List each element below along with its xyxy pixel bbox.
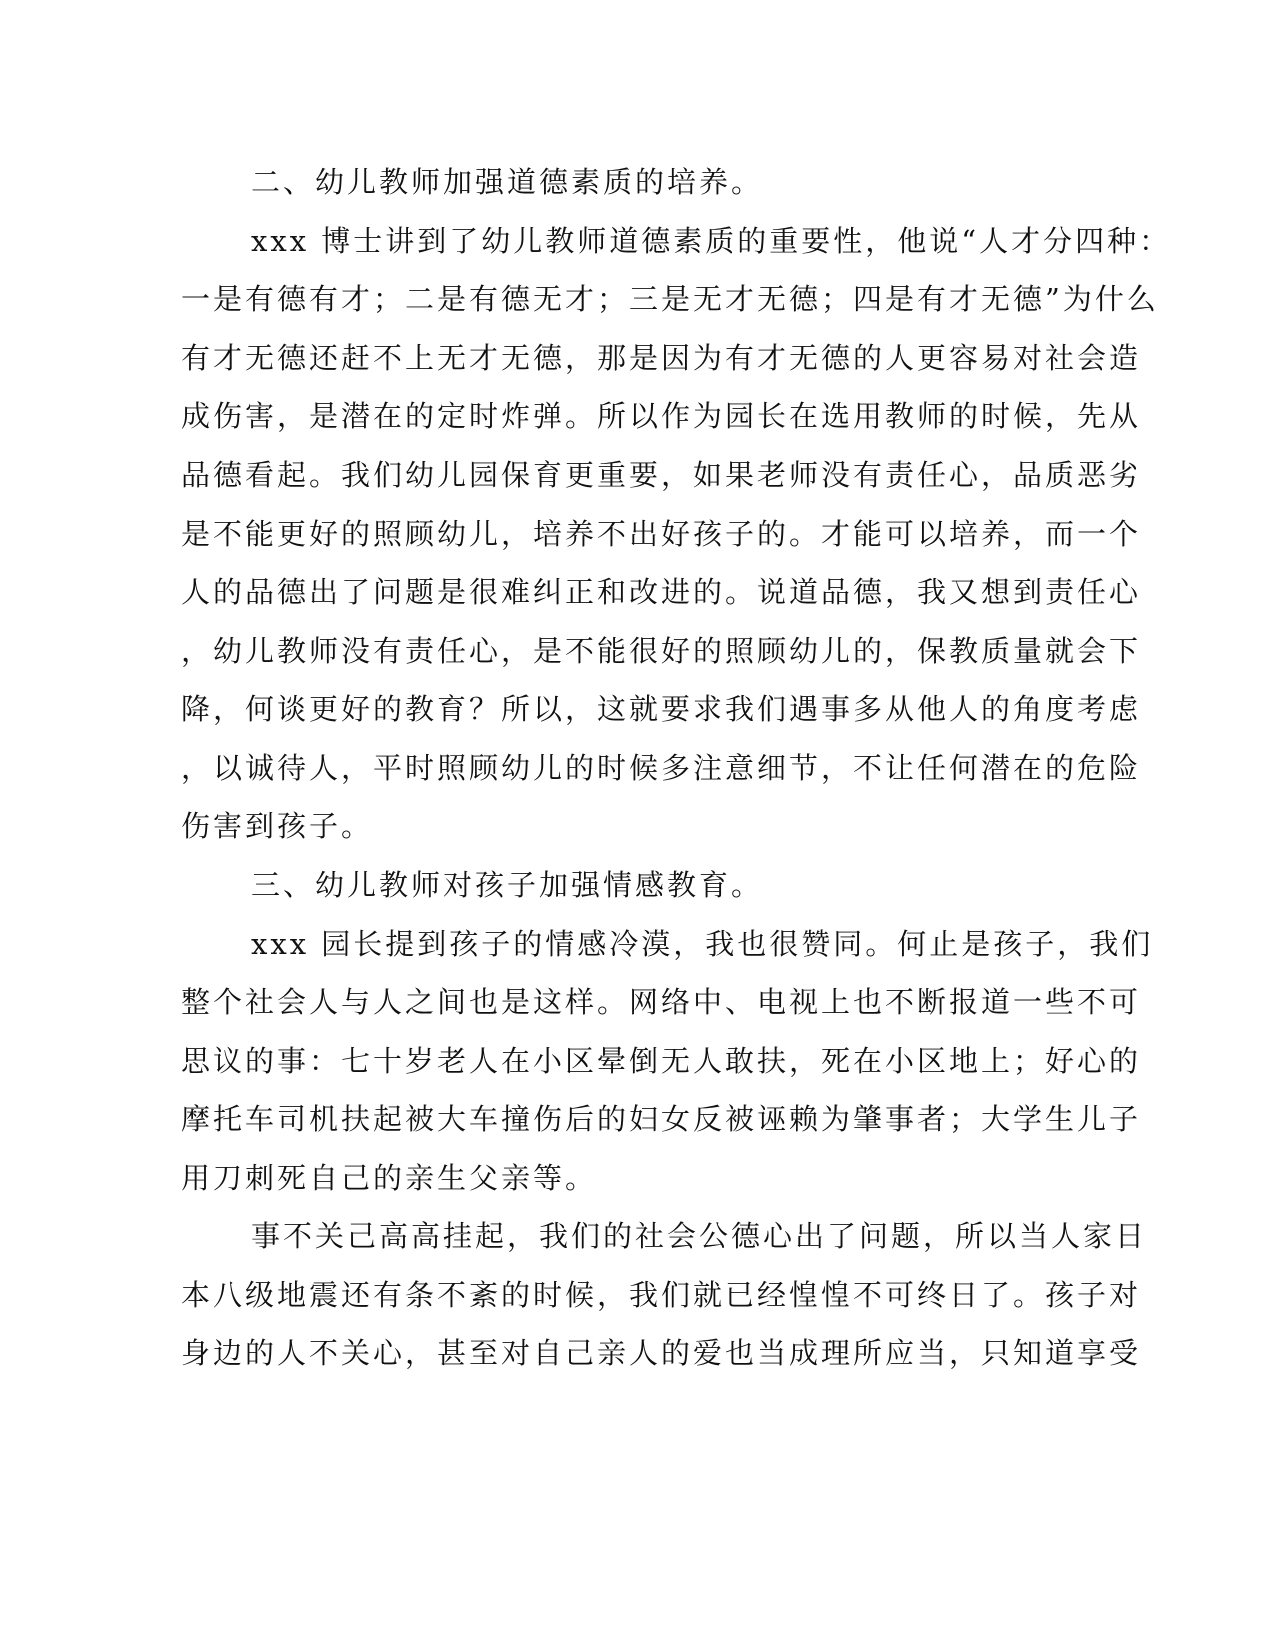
paragraph-line: 品德看起。我们幼儿园保育更重要，如果老师没有责任心，品质恶劣 — [181, 458, 1142, 492]
paragraph-line: 成伤害，是潜在的定时炸弹。所以作为园长在选用教师的时候，先从 — [181, 399, 1142, 433]
paragraph-line: xxx 园长提到孩子的情感冷漠，我也很赞同。何止是孩子，我们 — [251, 927, 1154, 961]
paragraph-line: ，幼儿教师没有责任心，是不能很好的照顾幼儿的，保教质量就会下 — [181, 634, 1142, 668]
heading-section-two: 二、幼儿教师加强道德素质的培养。 — [251, 165, 764, 199]
paragraph-line: 思议的事：七十岁老人在小区晕倒无人敢扶，死在小区地上；好心的 — [181, 1044, 1142, 1078]
paragraph-line: 一是有德有才；二是有德无才；三是无才无德；四是有才无德”为什么 — [181, 282, 1159, 316]
paragraph-line: 摩托车司机扶起被大车撞伤后的妇女反被诬赖为肇事者；大学生儿子 — [181, 1102, 1142, 1136]
paragraph-line: xxx 博士讲到了幼儿教师道德素质的重要性，他说“人才分四种： — [251, 224, 1172, 258]
paragraph-line: 有才无德还赶不上无才无德，那是因为有才无德的人更容易对社会造 — [181, 341, 1142, 375]
paragraph-line: 人的品德出了问题是很难纠正和改进的。说道品德，我又想到责任心 — [181, 575, 1142, 609]
paragraph-line: 降，何谈更好的教育？所以，这就要求我们遇事多从他人的角度考虑 — [181, 692, 1142, 726]
paragraph-line: 伤害到孩子。 — [181, 809, 374, 843]
paragraph-line: ，以诚待人，平时照顾幼儿的时候多注意细节，不让任何潜在的危险 — [181, 751, 1142, 785]
paragraph-line: 整个社会人与人之间也是这样。网络中、电视上也不断报道一些不可 — [181, 985, 1142, 1019]
paragraph-line: 身边的人不关心，甚至对自己亲人的爱也当成理所应当，只知道享受 — [181, 1336, 1142, 1370]
heading-section-three: 三、幼儿教师对孩子加强情感教育。 — [251, 868, 764, 902]
paragraph-line: 本八级地震还有条不紊的时候，我们就已经惶惶不可终日了。孩子对 — [181, 1278, 1142, 1312]
paragraph-line: 用刀刺死自己的亲生父亲等。 — [181, 1161, 598, 1195]
paragraph-line: 是不能更好的照顾幼儿，培养不出好孩子的。才能可以培养，而一个 — [181, 517, 1142, 551]
paragraph-line: 事不关己高高挂起，我们的社会公德心出了问题，所以当人家日 — [251, 1219, 1148, 1253]
